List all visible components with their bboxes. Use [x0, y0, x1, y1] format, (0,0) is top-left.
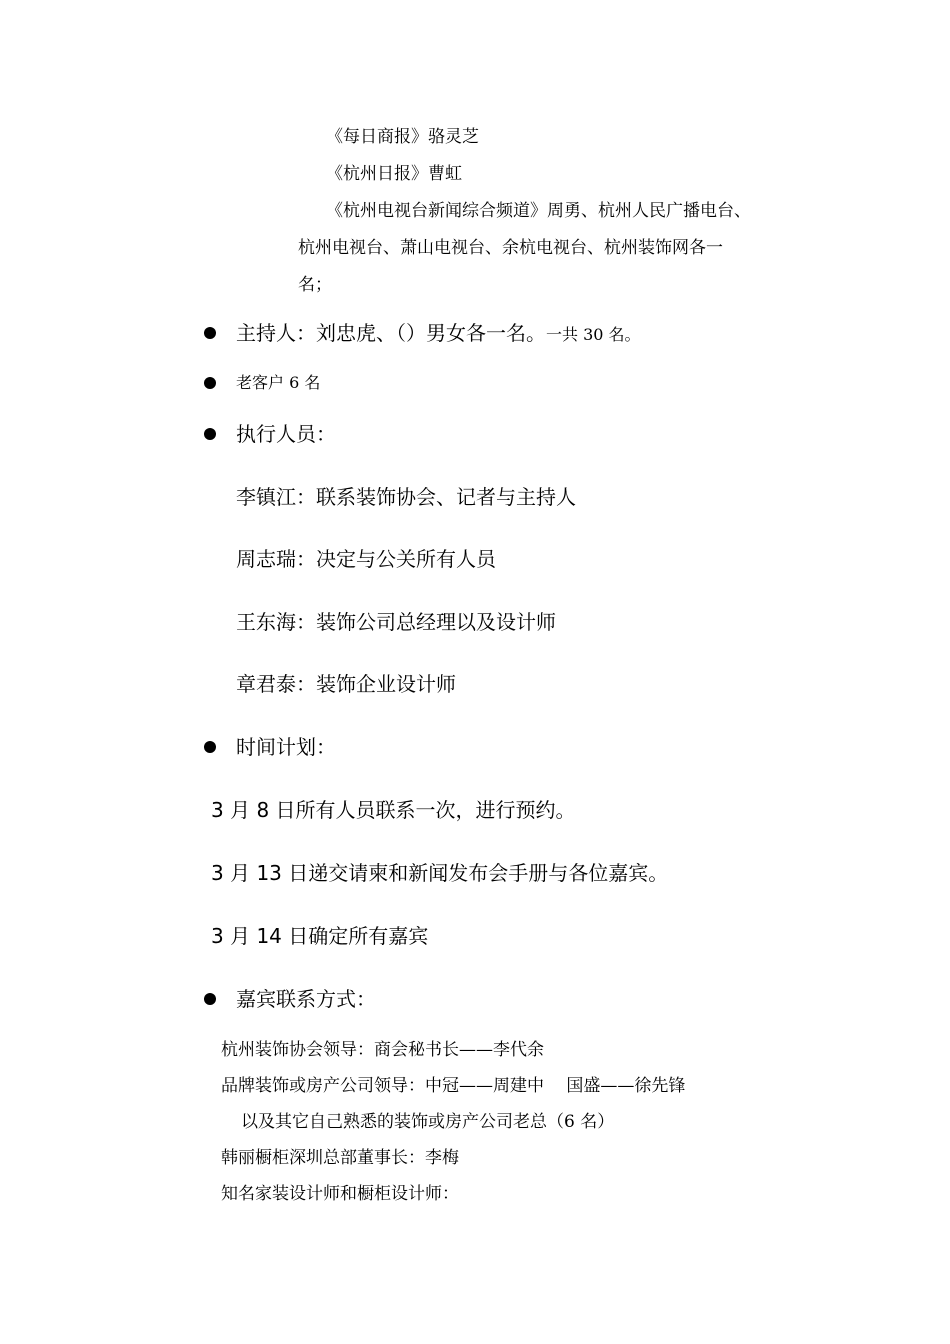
- bullet-icon: [204, 741, 216, 753]
- host-note-text: 一共 30 名。: [546, 325, 641, 344]
- host-main-text: 主持人：刘忠虎、（）男女各一名。: [236, 321, 546, 345]
- executor-item: 李镇江：联系装饰协会、记者与主持人: [236, 485, 576, 509]
- guest-item: 韩丽橱柜深圳总部董事长：李梅: [221, 1148, 459, 1168]
- schedule-item: 3 月 14 日确定所有嘉宾: [211, 924, 429, 948]
- bullet-icon: [204, 993, 216, 1005]
- schedule-item: 3 月 13 日递交请柬和新闻发布会手册与各位嘉宾。: [211, 861, 669, 885]
- executor-item: 章君泰：装饰企业设计师: [236, 672, 456, 696]
- schedule-heading: 时间计划：: [236, 735, 336, 759]
- media-line-5: 名；: [298, 275, 332, 295]
- executor-item: 周志瑞：决定与公关所有人员: [236, 547, 496, 571]
- guest-item: 以及其它自己熟悉的装饰或房产公司老总（6 名）: [241, 1112, 615, 1132]
- executors-heading: 执行人员：: [236, 422, 336, 446]
- bullet-icon: [204, 327, 216, 339]
- guest-item: 品牌装饰或房产公司领导：中冠——周建中 国盛——徐先锋: [221, 1076, 686, 1096]
- guest-item: 杭州装饰协会领导：商会秘书长——李代余: [221, 1040, 544, 1060]
- executor-item: 王东海：装饰公司总经理以及设计师: [236, 610, 556, 634]
- old-clients-text: 老客户 6 名: [236, 373, 321, 392]
- schedule-item: 3 月 8 日所有人员联系一次，进行预约。: [211, 798, 576, 822]
- guest-item: 知名家装设计师和橱柜设计师：: [221, 1184, 459, 1204]
- media-line-1: 《每日商报》骆灵芝: [326, 127, 479, 147]
- media-line-3: 《杭州电视台新闻综合频道》周勇、杭州人民广播电台、: [326, 201, 751, 221]
- bullet-icon: [204, 377, 216, 389]
- media-line-2: 《杭州日报》曹虹: [326, 164, 462, 184]
- bullet-icon: [204, 428, 216, 440]
- guests-heading: 嘉宾联系方式：: [236, 987, 376, 1011]
- host-line: [236, 323, 641, 344]
- media-line-4: 杭州电视台、萧山电视台、余杭电视台、杭州装饰网各一: [298, 238, 723, 258]
